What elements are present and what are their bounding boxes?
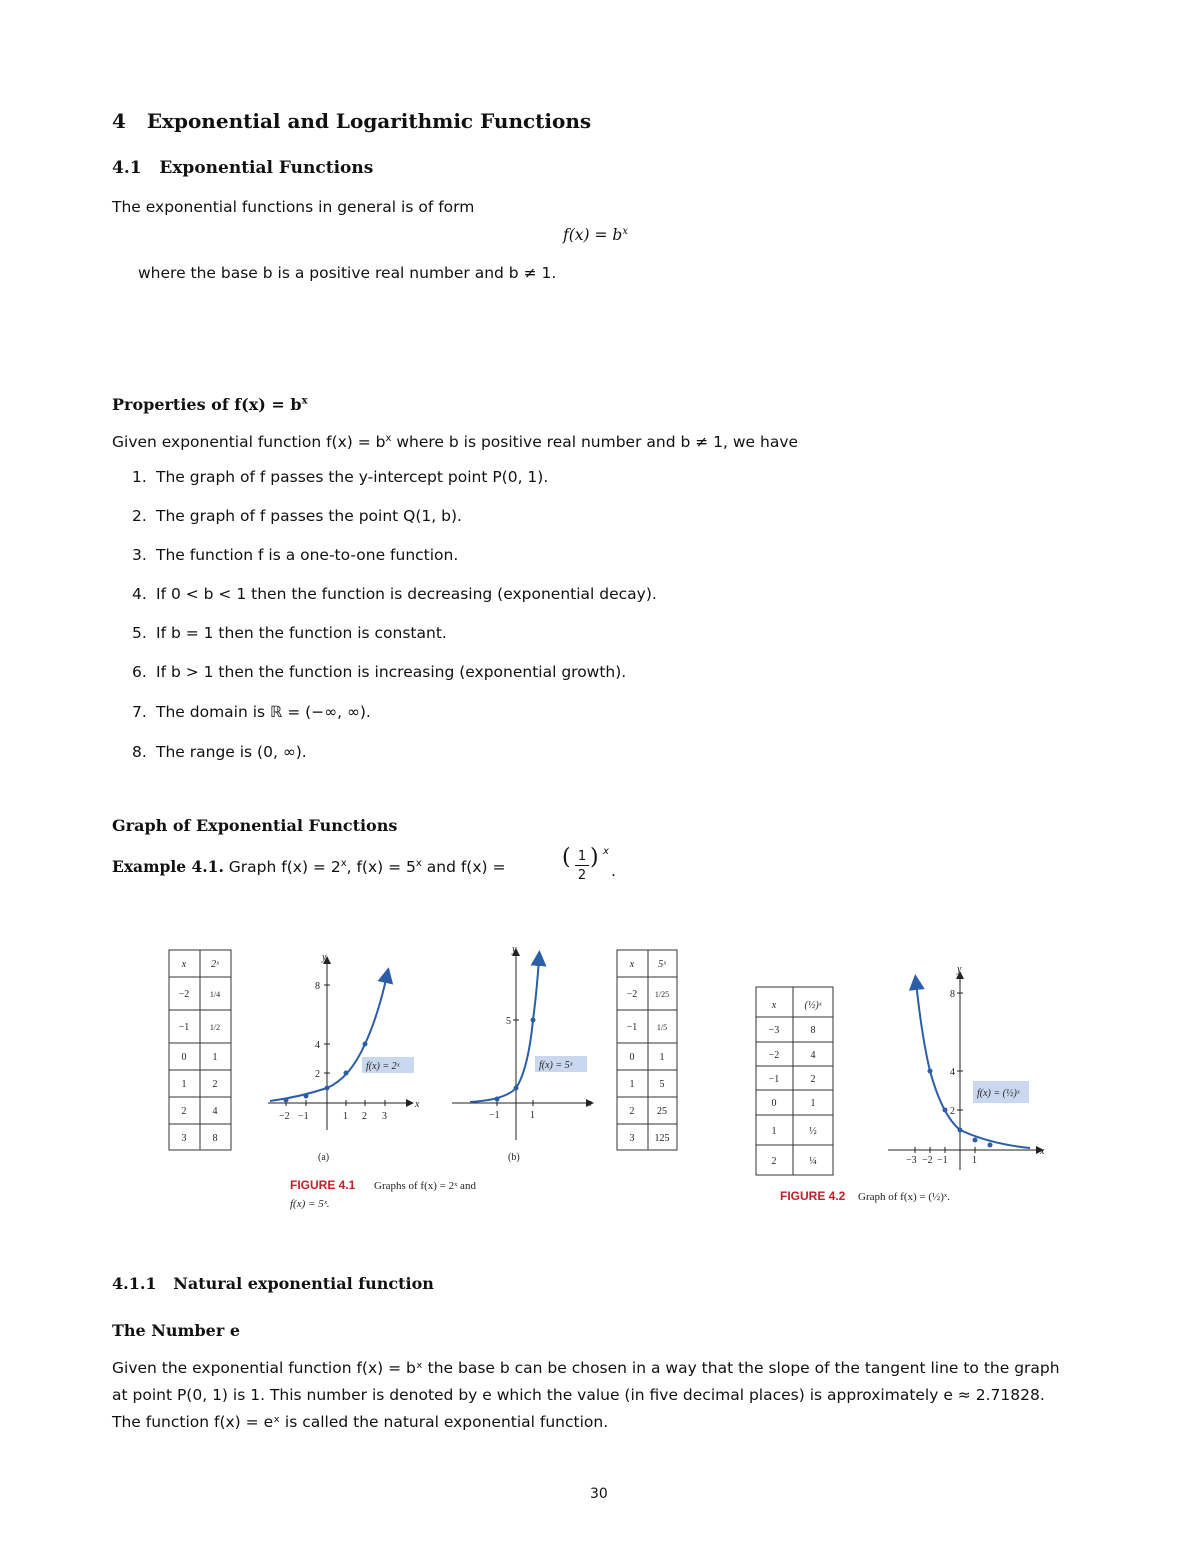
section-title: Exponential and Logarithmic Functions [146,109,592,133]
table-cell: −1 [178,1022,190,1033]
table-cell: −1 [768,1074,780,1085]
table-cell: 2 [771,1156,777,1167]
graph-half [888,964,1045,1170]
table-cell: 3 [629,1133,635,1144]
list-text: The range is (0, ∞). [156,743,307,761]
tick-label: −2 [279,1111,290,1122]
table-cell: ¼ [809,1156,817,1167]
example-paren: ( [562,845,571,870]
example-line [112,857,505,876]
function-label: f(x) = (½)ˣ [977,1088,1020,1099]
table-cell: 125 [654,1133,670,1144]
list-num: 5. [132,624,147,642]
graph-5x [452,944,592,1163]
curve-5x [470,958,539,1102]
table-cell: 2 [181,1106,187,1117]
curve-half [916,982,1030,1148]
list-text: If 0 < b < 1 then the function is decreasing (exponential decay). [156,585,657,603]
example-exp-1: x [340,857,347,869]
table-cell: 25 [657,1106,667,1117]
table-cell: 1/5 [656,1023,668,1032]
list-item [132,507,462,525]
table-cell: 1 [212,1052,218,1063]
example-label: Example 4.1. [112,857,224,876]
properties-given [112,433,798,451]
table-cell: 0 [181,1052,187,1063]
intro-formula [563,226,628,244]
table-cell: −3 [768,1025,780,1036]
given-exp: x [385,433,392,444]
table-cell: 1/2 [209,1023,221,1032]
table-cell: 8 [212,1133,218,1144]
section-heading [112,109,591,133]
list-text: The domain is ℝ = (−∞, ∞). [156,703,371,721]
example-frac-bar [575,865,589,866]
tick-label: 8 [315,981,320,992]
tick-label: 2 [362,1111,367,1122]
table-cell: 1 [659,1052,665,1063]
example-end: . [611,862,616,880]
list-num: 2. [132,507,147,525]
tick-label: −1 [298,1111,309,1122]
table-cell: ½ [809,1126,817,1137]
example-frac-den: 2 [577,868,587,883]
list-item [132,743,307,761]
table-header: 5ˣ [658,959,666,970]
table-cell: 2 [810,1074,816,1085]
table-cell: −2 [178,989,190,1000]
list-item [132,663,626,681]
table-header: x [181,959,187,970]
table-cell: −2 [626,989,638,1000]
example-frac-num: 1 [577,849,587,864]
list-text: If b = 1 then the function is constant. [156,624,447,642]
tick-label: 1 [972,1155,977,1166]
table-cell: 1 [629,1079,635,1090]
example-paren-close: ) [590,845,599,870]
example-mid1: , f(x) = 5 [346,858,416,876]
tick-label: −1 [937,1155,948,1166]
list-item [132,468,548,486]
number-e-line3: The function f(x) = eˣ is called the natural exponential function. [112,1413,609,1431]
section-number: 4 [112,109,126,133]
table-5x [617,950,677,1150]
tick-label: −2 [922,1155,933,1166]
table-header: 2ˣ [211,959,219,970]
graph-label-b: (b) [508,1152,520,1163]
list-num: 6. [132,663,147,681]
example-text: Graph f(x) = 2 [228,858,341,876]
axis-label-x: x [587,1098,592,1109]
example-exp-2: x [415,857,422,869]
intro-line: The exponential functions in general is of form [112,198,475,216]
given-pre: Given exponential function f(x) = b [112,433,386,452]
tick-label: 4 [950,1067,955,1078]
tick-label: −1 [489,1110,500,1121]
table-cell: 1 [771,1126,777,1137]
function-label: f(x) = 2ˣ [366,1061,400,1072]
subsection-title: Exponential Functions [159,158,374,178]
figure-42-label: FIGURE 4.2 [780,1189,846,1203]
properties-heading-text: Properties of f(x) = b [112,395,302,414]
subsubsection-heading [112,1274,434,1293]
tick-label: 4 [315,1040,320,1051]
table-cell: 2 [212,1079,218,1090]
list-num: 3. [132,546,147,564]
formula-exp: x [622,226,628,237]
figure-41-label: FIGURE 4.1 [290,1178,356,1192]
list-num: 8. [132,743,147,761]
tick-label: 2 [315,1069,320,1080]
graph-2x [268,952,420,1163]
table-cell: 1 [181,1079,187,1090]
figure-41-text: Graphs of f(x) = 2ˣ and [374,1180,476,1192]
tick-label: 2 [950,1106,955,1117]
subsubsection-title: Natural exponential function [173,1274,434,1293]
table-cell: 2 [629,1106,635,1117]
table-cell: 1/4 [209,990,221,999]
number-e-line1: Given the exponential function f(x) = bˣ the base b can be chosen in a way that the slope of the tangent line to the graph [112,1359,1060,1377]
list-item [132,585,657,603]
number-e-heading: The Number e [112,1321,241,1340]
table-cell: −2 [768,1050,780,1061]
page-number: 30 [590,1486,608,1502]
list-num: 1. [132,468,147,486]
number-e-line2: at point P(0, 1) is 1. This number is denoted by e which the value (in five decimal places) is approximately e ≈ 2.71828. [112,1386,1045,1404]
tick-label: 8 [950,989,955,1000]
tick-label: 1 [343,1111,348,1122]
axis-label-x: x [1040,1146,1045,1157]
figures-panel [0,930,1200,1220]
table-half [756,987,833,1175]
properties-heading-exp: x [301,395,308,407]
table-cell: 5 [659,1079,665,1090]
table-cell: −1 [626,1022,638,1033]
tick-label: 3 [382,1111,387,1122]
list-text: The function f is a one-to-one function. [156,546,459,564]
table-cell: 0 [629,1052,635,1063]
intro-condition: where the base b is a positive real number and b ≠ 1. [138,264,557,282]
tick-label: −3 [906,1155,917,1166]
formula-base: f(x) = b [563,226,623,245]
function-label: f(x) = 5ˣ [539,1060,573,1071]
list-text: The graph of f passes the point Q(1, b). [156,507,462,525]
table-cell: 4 [810,1050,816,1061]
table-header: x [629,959,635,970]
example-mid2: and f(x) = [421,858,506,876]
properties-heading [112,395,308,414]
tick-label: 1 [530,1110,535,1121]
table-cell: 3 [181,1133,187,1144]
table-cell: 0 [771,1098,777,1109]
given-post: where b is positive real number and b ≠ 1, we have [391,433,799,452]
curve-2x [270,975,387,1101]
graph-label-a: (a) [318,1152,330,1163]
table-cell: 8 [810,1025,816,1036]
axis-label-x: x [415,1099,420,1110]
list-text: The graph of f passes the y-intercept point P(0, 1). [156,468,549,486]
list-text: If b > 1 then the function is increasing (exponential growth). [156,663,627,681]
tick-label: 5 [506,1016,511,1027]
list-item [132,546,458,564]
example-exp-3: x [603,846,609,857]
axis-label-y: y [512,944,517,955]
subsubsection-number: 4.1.1 [112,1274,157,1293]
table-header: (½)ˣ [804,1000,822,1011]
table-header: x [771,1000,777,1011]
figure-41-text2: f(x) = 5ˣ. [290,1198,330,1210]
list-num: 7. [132,703,147,721]
axis-label-y: y [322,952,327,963]
list-item [132,624,447,642]
table-2x [169,950,231,1150]
list-num: 4. [132,585,147,603]
table-cell: 4 [212,1106,218,1117]
subsection-number: 4.1 [112,158,142,178]
table-cell: 1/25 [654,990,670,999]
list-item [132,703,371,721]
table-cell: 1 [810,1098,816,1109]
graph-heading: Graph of Exponential Functions [112,816,398,835]
axis-label-y: y [957,964,962,975]
subsection-heading [112,158,373,178]
figure-42-text: Graph of f(x) = (½)ˣ. [858,1191,950,1203]
